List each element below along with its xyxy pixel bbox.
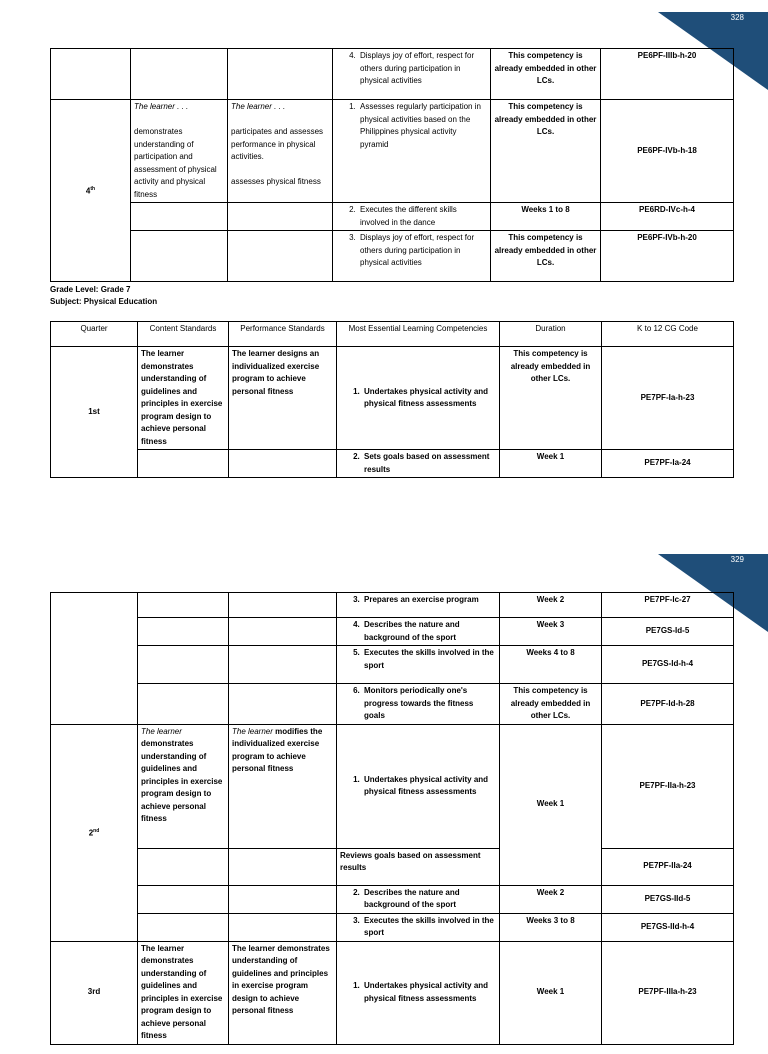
competency-text: 3. Executes the skills involved in the sport bbox=[362, 915, 496, 940]
duration-cell: Week 2 bbox=[500, 885, 602, 913]
table-row bbox=[51, 593, 734, 618]
column-header: Duration bbox=[500, 322, 602, 347]
code-cell: PE7PF-Ia-24 bbox=[602, 450, 734, 478]
competency-text: 3. Displays joy of effort, respect for others during participation in physical activities bbox=[358, 232, 487, 270]
table-header-row bbox=[51, 322, 734, 347]
content-standard-cell: The learner demonstrates understanding of guidelines and principles in exercise program design to achieve personal fitness bbox=[138, 347, 229, 450]
competency-text: 2. Describes the nature and background of the sport bbox=[362, 887, 496, 912]
column-header: Quarter bbox=[51, 322, 138, 347]
duration-cell: Week 1 bbox=[500, 941, 602, 1044]
grade-level-label: Grade Level: Grade 7 bbox=[50, 285, 131, 294]
competency-text: 1. Undertakes physical activity and physical fitness assessments bbox=[362, 774, 496, 799]
code-cell: PE7PF-IIIa-h-23 bbox=[602, 941, 734, 1044]
content-standard-cell: The learner demonstrates understanding of guidelines and principles in exercise program design to achieve personal fitness bbox=[138, 724, 229, 848]
content-standard-cell: The learner demonstrates understanding of guidelines and principles in exercise program design to achieve personal fitness bbox=[138, 941, 229, 1044]
duration-cell: Week 1 bbox=[500, 450, 602, 478]
table-row bbox=[51, 848, 734, 885]
performance-standard-cell: The learner demonstrates understanding of guidelines and principles in exercise program design to achieve personal fitness bbox=[229, 941, 337, 1044]
table-row bbox=[51, 646, 734, 684]
quarter-cell: 1st bbox=[51, 347, 138, 478]
code-cell: PE6PF-IVb-h-18 bbox=[601, 100, 734, 203]
performance-standard-cell: The learner modifies the individualized exercise program to achieve personal fitness bbox=[229, 724, 337, 848]
duration-cell: Week 1 bbox=[500, 724, 602, 885]
quarter-cell: 4th bbox=[51, 100, 131, 282]
column-header: Performance Standards bbox=[229, 322, 337, 347]
table-row bbox=[51, 100, 734, 203]
duration-cell: This competency is already embedded in other LCs. bbox=[491, 49, 601, 100]
subject-label: Subject: Physical Education bbox=[50, 297, 158, 306]
code-cell: PE7PF-Ic-27 bbox=[602, 593, 734, 618]
code-cell: PE6PF-IIIb-h-20 bbox=[601, 49, 734, 100]
code-cell: PE6PF-IVb-h-20 bbox=[601, 231, 734, 282]
column-header: K to 12 CG Code bbox=[602, 322, 734, 347]
content-standard-cell: The learner . . . demonstrates understanding of participation and assessment of physical activity and physical fitness bbox=[131, 100, 228, 203]
duration-cell: This competency is already embedded in other LCs. bbox=[500, 347, 602, 450]
table-row bbox=[51, 347, 734, 450]
competency-text: 5. Executes the skills involved in the sport bbox=[362, 647, 496, 672]
competency-text: 2. Sets goals based on assessment results bbox=[362, 451, 496, 476]
competency-text: Reviews goals based on assessment results bbox=[337, 848, 500, 885]
code-cell: PE7PF-Ia-h-23 bbox=[602, 347, 734, 450]
code-cell: PE7GS-Id-h-4 bbox=[602, 646, 734, 684]
code-cell: PE7PF-IIa-h-23 bbox=[602, 724, 734, 848]
duration-cell: Weeks 1 to 8 bbox=[491, 203, 601, 231]
page-329 bbox=[0, 542, 768, 1054]
duration-cell: Week 3 bbox=[500, 618, 602, 646]
competency-text: 4. Describes the nature and background of the sport bbox=[362, 619, 496, 644]
table-row bbox=[51, 724, 734, 848]
table-row bbox=[51, 618, 734, 646]
table-row bbox=[51, 231, 734, 282]
code-cell: PE7PF-Id-h-28 bbox=[602, 684, 734, 725]
table-row bbox=[51, 885, 734, 913]
quarter-cell: 3rd bbox=[51, 941, 138, 1044]
competency-text: 4. Displays joy of effort, respect for others during participation in physical activities bbox=[358, 50, 487, 88]
competency-text: 6. Monitors periodically one's progress towards the fitness goals bbox=[362, 685, 496, 723]
competency-text: 1. Assesses regularly participation in physical activities based on the Philippines physical activity pyramid bbox=[358, 101, 487, 151]
table-row bbox=[51, 450, 734, 478]
table-row bbox=[51, 684, 734, 725]
competency-text: 2. Executes the different skills involved in the dance bbox=[358, 204, 487, 229]
code-cell: PE7GS-IId-h-4 bbox=[602, 913, 734, 941]
table-row bbox=[51, 941, 734, 1044]
page-number: 329 bbox=[730, 555, 744, 564]
competency-text: 1. Undertakes physical activity and physical fitness assessments bbox=[362, 386, 496, 411]
code-cell: PE7GS-Id-5 bbox=[602, 618, 734, 646]
table-row bbox=[51, 913, 734, 941]
performance-standard-cell: The learner designs an individualized exercise program to achieve personal fitness bbox=[229, 347, 337, 450]
duration-cell: This competency is already embedded in other LCs. bbox=[491, 100, 601, 203]
quarter-cell: 2nd bbox=[51, 724, 138, 941]
page-number: 328 bbox=[730, 13, 744, 22]
code-cell: PE6RD-IVc-h-4 bbox=[601, 203, 734, 231]
competency-table-grade7-q1 bbox=[50, 321, 734, 478]
column-header: Content Standards bbox=[138, 322, 229, 347]
competency-table-grade7-q1-q3 bbox=[50, 592, 734, 1045]
duration-cell: Weeks 3 to 8 bbox=[500, 913, 602, 941]
column-header: Most Essential Learning Competencies bbox=[337, 322, 500, 347]
table-row bbox=[51, 49, 734, 100]
competency-text: 3. Prepares an exercise program bbox=[362, 594, 496, 607]
performance-standard-cell: The learner . . . participates and assesses performance in physical activities. assesses physical fitness bbox=[228, 100, 333, 203]
duration-cell: Week 2 bbox=[500, 593, 602, 618]
code-cell: PE7GS-IId-5 bbox=[602, 885, 734, 913]
duration-cell: This competency is already embedded in other LCs. bbox=[491, 231, 601, 282]
duration-cell: This competency is already embedded in other LCs. bbox=[500, 684, 602, 725]
competency-table-grade6 bbox=[50, 48, 734, 282]
table-row bbox=[51, 203, 734, 231]
code-cell: PE7PF-IIa-24 bbox=[602, 848, 734, 885]
duration-cell: Weeks 4 to 8 bbox=[500, 646, 602, 684]
page-328 bbox=[0, 0, 768, 512]
competency-text: 1. Undertakes physical activity and physical fitness assessments bbox=[362, 980, 496, 1005]
